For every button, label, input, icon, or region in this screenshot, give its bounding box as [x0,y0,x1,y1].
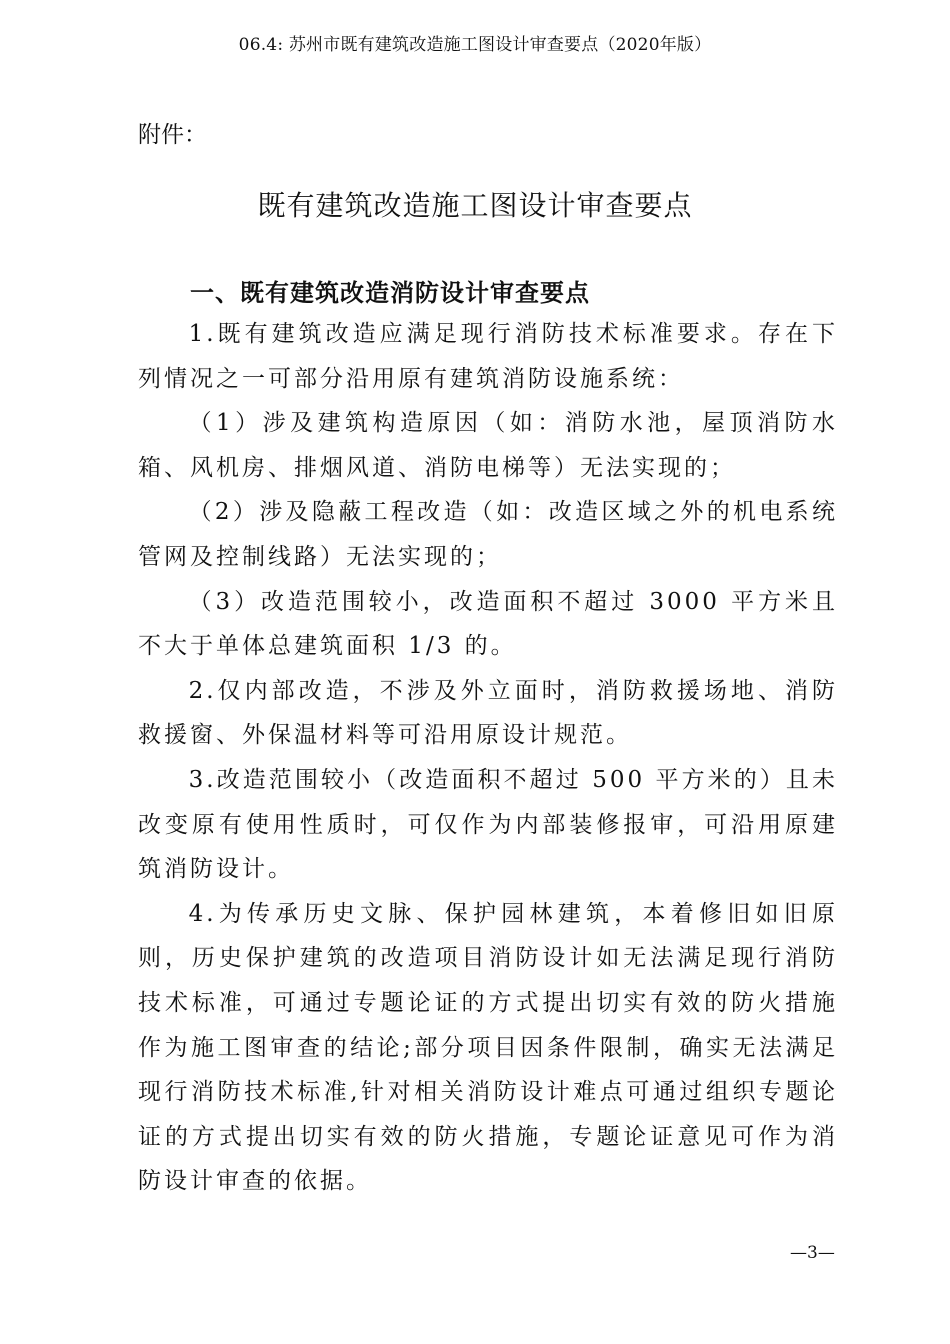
section-body [138,312,838,1204]
running-header: 06.4: 苏州市既有建筑改造施工图设计审查要点（2020年版） [238,35,712,55]
paragraph-item-1: 1.既有建筑改造应满足现行消防技术标准要求。存在下列情况之一可部分沿用原有建筑消防设施系统： [138,321,838,392]
paragraph-subitem-3: （3）改造范围较小，改造面积不超过 3000 平方米且不大于单体总建筑面积 1/3 的。 [138,588,838,660]
paragraph-item-4: 4.为传承历史文脉、保护园林建筑，本着修旧如旧原则，历史保护建筑的改造项目消防设计如无法满足现行消防技术标准，可通过专题论证的方式提出切实有效的防火措施作为施工图审查的结论;部分项目因条件限制，确实无法满足现行消防技术标准,针对相关消防设计难点可通过组织专题论证的方式提出切实有效的防火措施，专题论证意见可作为消防设计审查的依据。 [138,900,838,1195]
paragraph-item-3: 3.改造范围较小（改造面积不超过 500 平方米的）且未改变原有使用性质时，可仅作为内部装修报审，可沿用原建筑消防设计。 [138,766,838,883]
page-number: —3— [790,1243,835,1263]
paragraph-subitem-1: （1）涉及建筑构造原因（如：消防水池，屋顶消防水箱、风机房、排烟风道、消防电梯等）无法实现的； [138,410,838,481]
paragraph-subitem-2: （2）涉及隐蔽工程改造（如：改造区域之外的机电系统管网及控制线路）无法实现的； [138,499,838,570]
section-heading: 一、既有建筑改造消防设计审查要点 [190,279,590,307]
paragraph-item-2: 2.仅内部改造，不涉及外立面时，消防救援场地、消防救援窗、外保温材料等可沿用原设计规范。 [138,677,838,749]
document-title: 既有建筑改造施工图设计审查要点 [257,189,693,222]
attachment-label: 附件： [138,122,207,148]
